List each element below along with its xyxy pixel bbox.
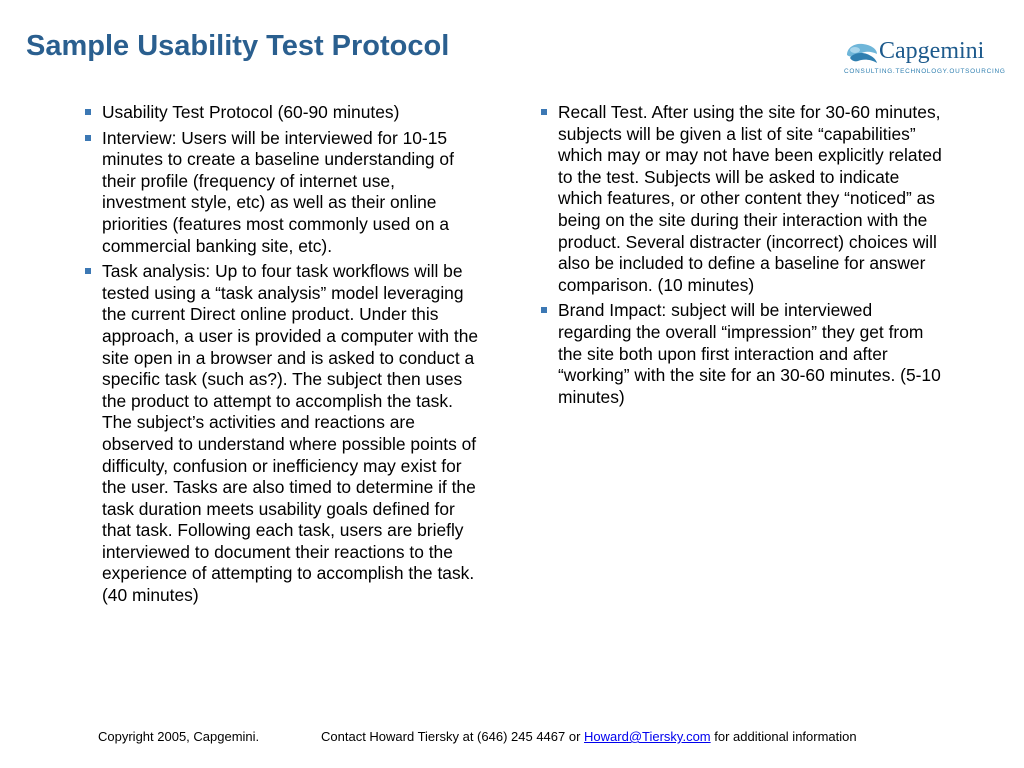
bullet-text: Interview: Users will be interviewed for 10-15 minutes to create a baseline understanding of their profile (frequency of internet use, investment style, etc) as well as their online priorities (features most commonly used on a commercial banking site, etc). <box>102 127 454 256</box>
slide-title: Sample Usability Test Protocol <box>26 30 450 62</box>
square-bullet-icon <box>85 268 91 274</box>
capgemini-spade-icon <box>843 40 881 66</box>
slide-footer <box>98 729 857 745</box>
bullet-text: Recall Test. After using the site for 30-60 minutes, subjects will be given a list of site “capabilities” which may or may not have been explicitly related to the test. Subjects will be asked to indicate which features, or other content they “noticed” as being on the site during their interaction with the product. Several distracter (incorrect) choices will also be included to define a baseline for answer comparison. (10 minutes) <box>558 102 942 295</box>
bullet-text: Brand Impact: subject will be interviewed regarding the overall “impression” they get from the site both upon first interaction and after “working” with the site for an 30-60 minutes. (5-10 minutes) <box>558 300 941 407</box>
bullet-text: Usability Test Protocol (60-90 minutes) <box>102 102 400 122</box>
footer-contact-prefix: Contact Howard Tiersky at (646) 245 4467 or <box>321 729 585 744</box>
square-bullet-icon <box>541 307 547 313</box>
square-bullet-icon <box>85 135 91 141</box>
left-bullet-list <box>84 102 480 611</box>
list-item <box>540 300 942 408</box>
square-bullet-icon <box>85 109 91 115</box>
square-bullet-icon <box>541 109 547 115</box>
capgemini-logo <box>841 36 1006 80</box>
list-item <box>84 128 480 258</box>
logo-wordmark: Capgemini <box>879 38 985 64</box>
list-item <box>540 102 942 296</box>
bullet-text: Task analysis: Up to four task workflows will be tested using a “task analysis” model leveraging the current Direct online product. Under this approach, a user is provided a computer with the site open in a browser and is asked to conduct a specific task (such as?). The subject then uses the product to attempt to accomplish the task. The subject’s activities and reactions are observed to understand where possible points of difficulty, confusion or inefficiency may exist for the user. Tasks are also timed to determine if the task duration meets usability goals defined for that task. Following each task, users are briefly interviewed to document their reactions to the experience of attempting to accomplish the task. (40 minutes) <box>102 261 479 606</box>
right-bullet-list <box>540 102 942 412</box>
list-item <box>84 102 480 124</box>
logo-tagline: CONSULTING.TECHNOLOGY.OUTSOURCING <box>844 68 1006 75</box>
footer-contact-suffix: for additional information <box>710 729 857 744</box>
footer-copyright: Copyright 2005, Capgemini. <box>98 729 260 744</box>
email-link[interactable]: Howard@Tiersky.com <box>584 729 711 744</box>
list-item <box>84 261 480 607</box>
